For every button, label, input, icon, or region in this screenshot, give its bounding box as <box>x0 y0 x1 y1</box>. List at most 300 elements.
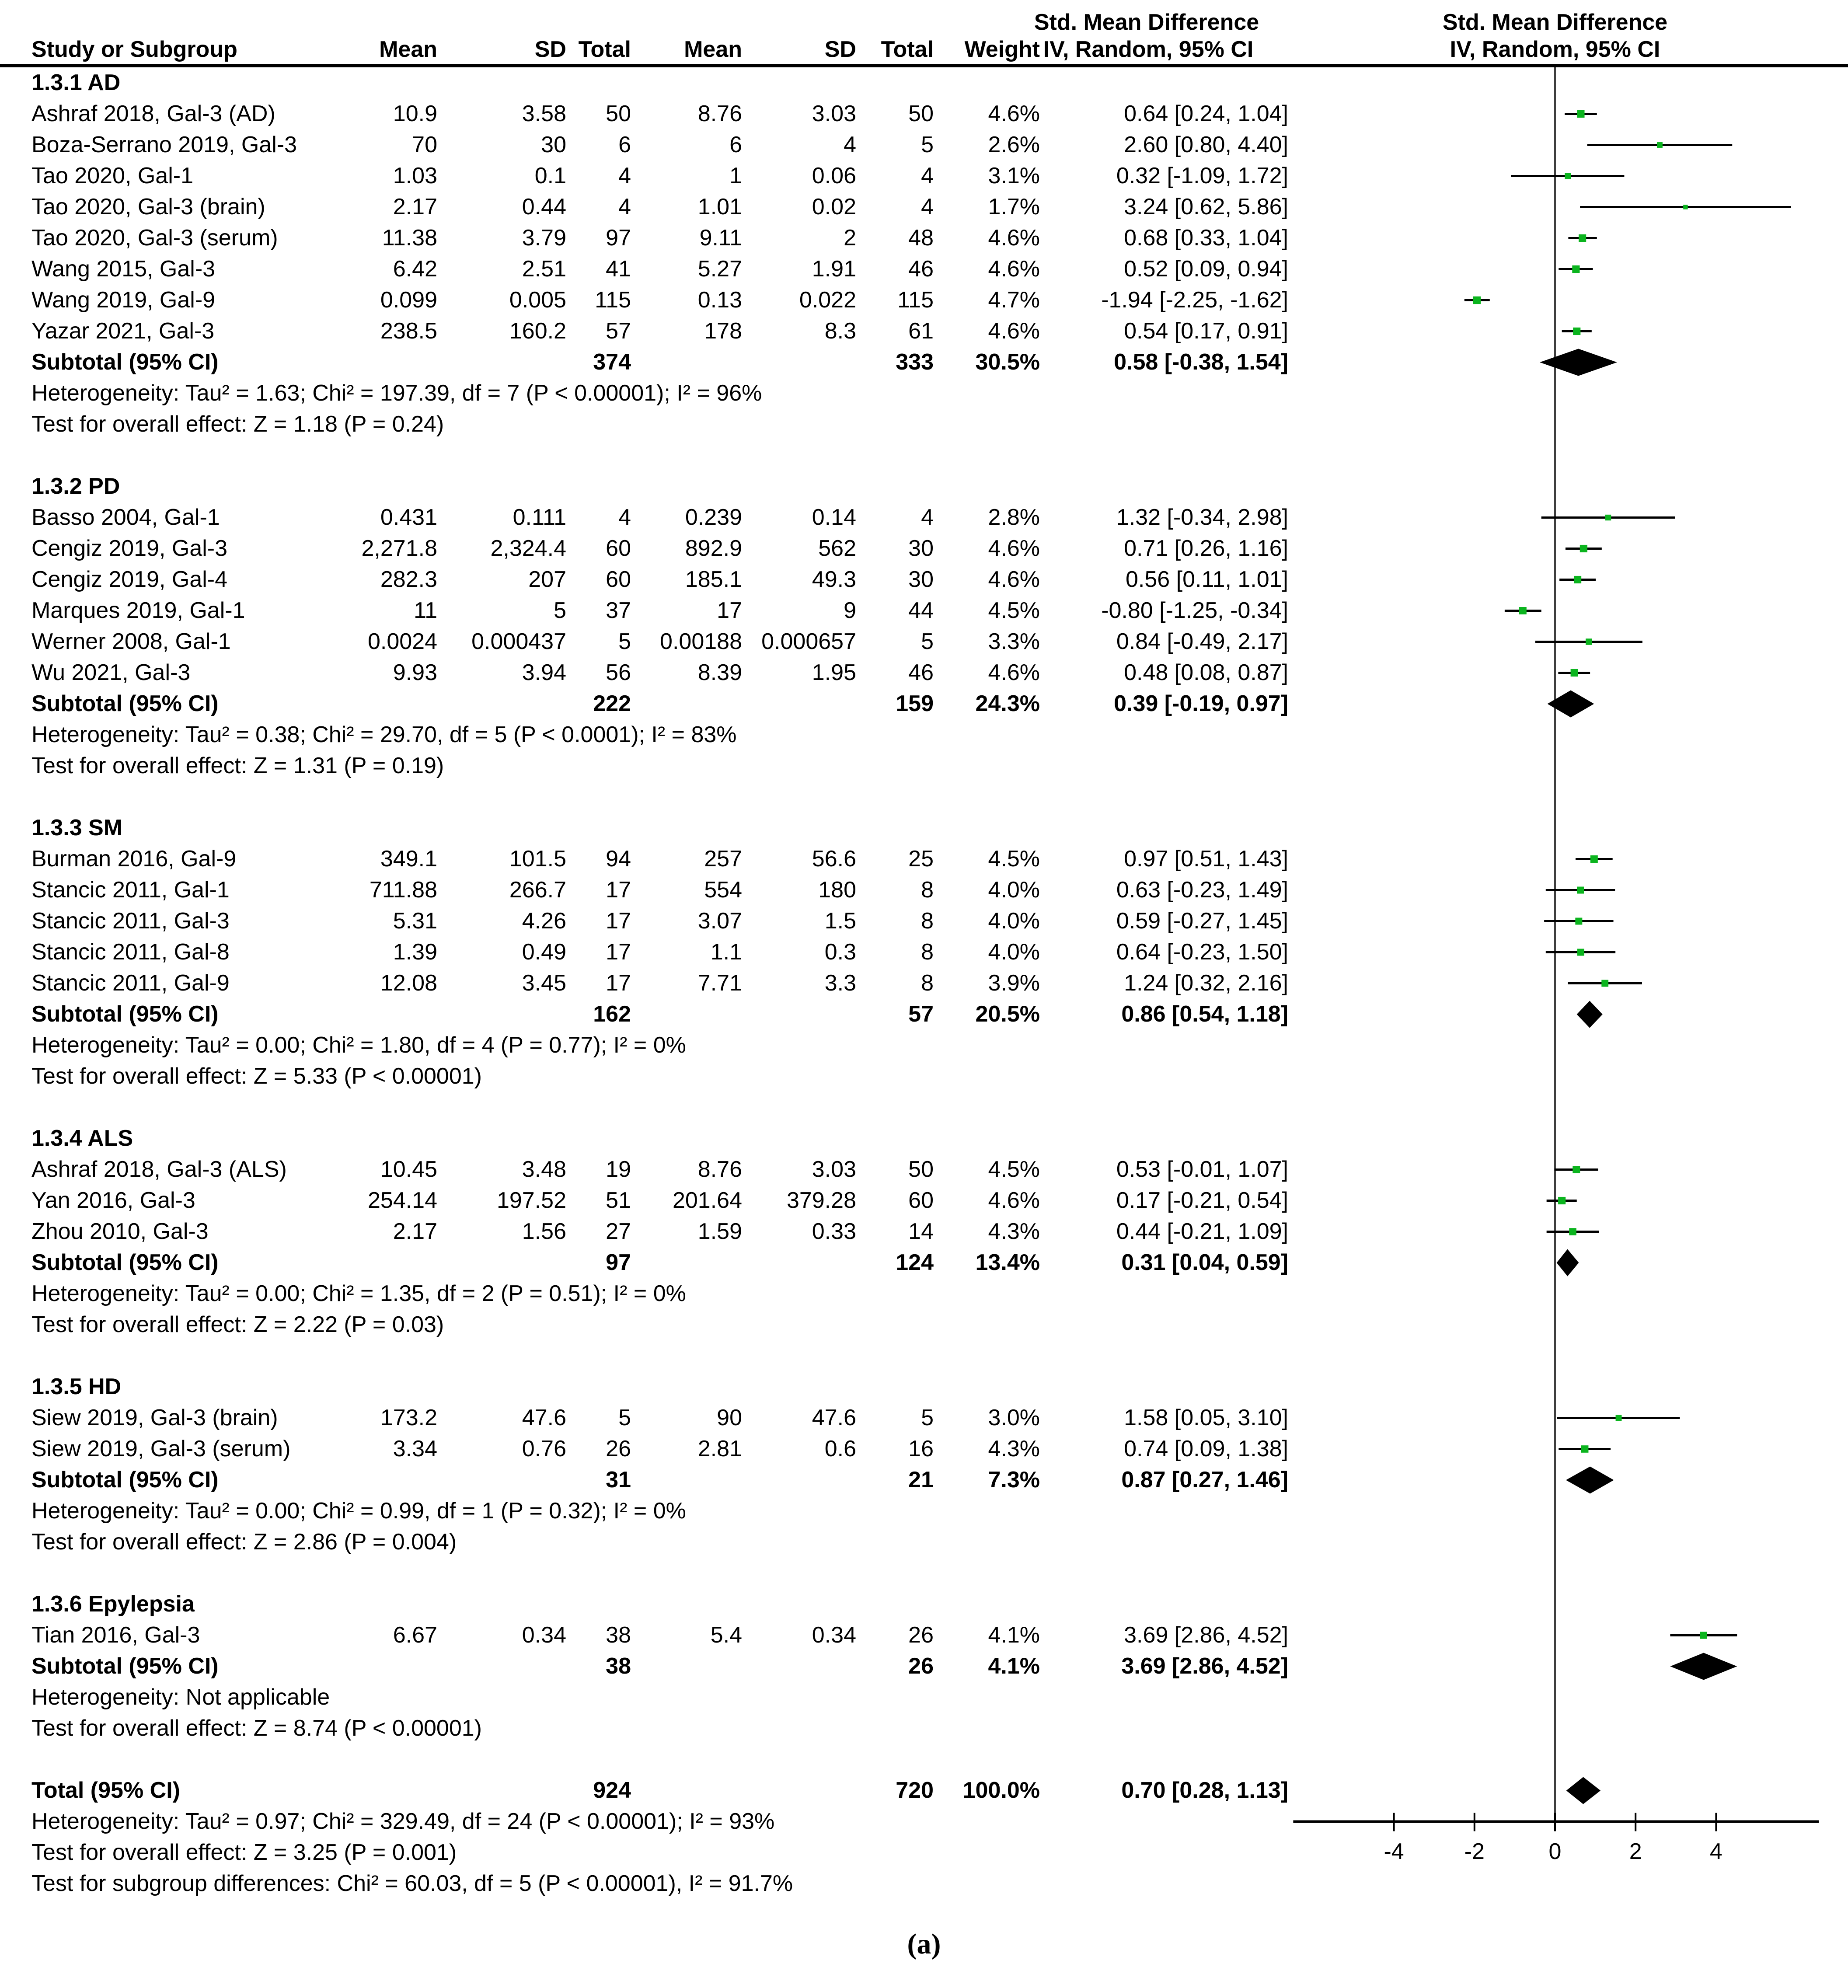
weight-cell: 4.6% <box>988 660 1040 685</box>
mean2-cell: 5.4 <box>710 1622 742 1648</box>
sd1-cell: 207 <box>528 567 566 592</box>
mean1-cell: 5.31 <box>393 908 437 934</box>
total1-cell: 5 <box>618 629 631 654</box>
total2-cell: 333 <box>896 349 934 375</box>
mean2-cell: 8.76 <box>697 1157 742 1182</box>
study-label: Burman 2016, Gal-9 <box>31 846 237 872</box>
total2-cell: 44 <box>908 598 934 623</box>
heterogeneity-text: Heterogeneity: Tau² = 0.00; Chi² = 1.80, df = 4 (P = 0.77); I² = 0% <box>31 1032 686 1058</box>
total2-cell: 124 <box>896 1250 934 1275</box>
blank-row <box>0 1092 1848 1123</box>
ci-text-cell: 0.64 [-0.23, 1.50] <box>1116 939 1288 965</box>
mean1-cell: 238.5 <box>380 318 437 344</box>
section-row <box>0 471 1848 502</box>
weight-cell: 4.5% <box>988 598 1040 623</box>
section-label: 1.3.2 PD <box>31 474 120 499</box>
weight-cell: 2.6% <box>988 132 1040 157</box>
total1-cell: 374 <box>593 349 631 375</box>
study-row <box>0 968 1848 999</box>
study-row <box>0 1154 1848 1185</box>
total1-cell: 31 <box>606 1467 631 1493</box>
total1-cell: 57 <box>606 318 631 344</box>
sd1-cell: 197.52 <box>496 1188 566 1213</box>
total2-cell: 50 <box>908 101 934 126</box>
sd2-cell: 8.3 <box>824 318 856 344</box>
total-label: Total (95% CI) <box>31 1778 180 1803</box>
study-row <box>0 192 1848 223</box>
total1-cell: 97 <box>606 225 631 251</box>
total2-cell: 21 <box>908 1467 934 1493</box>
sd2-cell: 1.91 <box>812 256 856 282</box>
header-rule <box>0 64 1848 67</box>
ci-text-cell: 0.71 [0.26, 1.16] <box>1124 536 1288 561</box>
weight-cell: 2.8% <box>988 505 1040 530</box>
ci-text-cell: 0.97 [0.51, 1.43] <box>1124 846 1288 872</box>
sd2-cell: 1.5 <box>824 908 856 934</box>
study-label: Yazar 2021, Gal-3 <box>31 318 215 344</box>
ci-text-cell: 3.69 [2.86, 4.52] <box>1121 1653 1288 1679</box>
overall-effect-text: Test for overall effect: Z = 1.31 (P = 0.19) <box>31 753 444 778</box>
sd1-cell: 0.005 <box>509 287 566 313</box>
sd2-cell: 0.6 <box>824 1436 856 1461</box>
mean2-cell: 0.239 <box>685 505 742 530</box>
overall-effect-text: Test for overall effect: Z = 8.74 (P < 0.00001) <box>31 1716 482 1741</box>
mean1-cell: 70 <box>412 132 437 157</box>
total1-cell: 5 <box>618 1405 631 1430</box>
mean2-cell: 90 <box>717 1405 742 1430</box>
subgroup-test-row <box>0 1868 1848 1899</box>
subtotal-label: Subtotal (95% CI) <box>31 1653 219 1679</box>
weight-cell: 4.6% <box>988 536 1040 561</box>
sd1-cell: 0.34 <box>522 1622 566 1648</box>
mean1-cell: 9.93 <box>393 660 437 685</box>
mean2-cell: 3.07 <box>697 908 742 934</box>
study-label: Siew 2019, Gal-3 (serum) <box>31 1436 291 1461</box>
sd1-cell: 101.5 <box>509 846 566 872</box>
total2-cell: 25 <box>908 846 934 872</box>
mean2-cell: 1.1 <box>710 939 742 965</box>
sd2-cell: 379.28 <box>786 1188 856 1213</box>
blank-row <box>0 1744 1848 1775</box>
col-header-sd1: SD <box>534 37 566 62</box>
mean1-cell: 0.431 <box>380 505 437 530</box>
total2-cell: 30 <box>908 567 934 592</box>
ci-text-cell: 0.70 [0.28, 1.13] <box>1121 1778 1288 1803</box>
subtotal-row <box>0 1247 1848 1278</box>
effect-test-row <box>0 1527 1848 1558</box>
sd1-cell: 3.58 <box>522 101 566 126</box>
study-row <box>0 906 1848 937</box>
heterogeneity-row <box>0 719 1848 750</box>
sd2-cell: 49.3 <box>812 567 856 592</box>
study-row <box>0 533 1848 564</box>
study-row <box>0 1216 1848 1247</box>
heterogeneity-row <box>0 1278 1848 1309</box>
sd1-cell: 47.6 <box>522 1405 566 1430</box>
total1-cell: 17 <box>606 939 631 965</box>
study-label: Basso 2004, Gal-1 <box>31 505 220 530</box>
weight-cell: 100.0% <box>962 1778 1040 1803</box>
total1-cell: 222 <box>593 691 631 716</box>
subtotal-row <box>0 999 1848 1030</box>
sd2-cell: 3.3 <box>824 970 856 996</box>
total2-cell: 46 <box>908 660 934 685</box>
ci-text-cell: -1.94 [-2.25, -1.62] <box>1101 287 1288 313</box>
ci-text-cell: 0.56 [0.11, 1.01] <box>1126 567 1288 592</box>
mean1-cell: 0.0024 <box>367 629 437 654</box>
total2-cell: 26 <box>908 1653 934 1679</box>
figure-caption: (a) <box>907 1928 941 1960</box>
subtotal-row <box>0 1651 1848 1682</box>
mean2-cell: 8.39 <box>697 660 742 685</box>
total1-cell: 6 <box>618 132 631 157</box>
col-header-total1: Total <box>578 37 631 62</box>
ci-text-cell: 0.53 [-0.01, 1.07] <box>1116 1157 1288 1182</box>
study-row <box>0 98 1848 129</box>
section-row <box>0 813 1848 844</box>
weight-cell: 1.7% <box>988 194 1040 220</box>
ci-text-cell: 1.24 [0.32, 2.16] <box>1124 970 1288 996</box>
effect-test-row <box>0 750 1848 781</box>
mean1-cell: 254.14 <box>367 1188 437 1213</box>
ci-text-cell: 0.48 [0.08, 0.87] <box>1124 660 1288 685</box>
total2-cell: 4 <box>921 194 934 220</box>
total2-cell: 46 <box>908 256 934 282</box>
total1-cell: 60 <box>606 536 631 561</box>
total1-cell: 17 <box>606 908 631 934</box>
sd1-cell: 4.26 <box>522 908 566 934</box>
mean1-cell: 11.38 <box>382 225 437 251</box>
weight-cell: 3.1% <box>988 163 1040 188</box>
heterogeneity-row <box>0 1496 1848 1527</box>
sd2-cell: 9 <box>844 598 856 623</box>
study-label: Ashraf 2018, Gal-3 (ALS) <box>31 1157 287 1182</box>
subtotal-label: Subtotal (95% CI) <box>31 1467 219 1493</box>
total1-cell: 38 <box>606 1653 631 1679</box>
study-label: Stancic 2011, Gal-9 <box>31 970 230 996</box>
sd2-cell: 0.33 <box>812 1219 856 1244</box>
sd1-cell: 30 <box>541 132 566 157</box>
sd2-cell: 0.022 <box>799 287 856 313</box>
sd1-cell: 1.56 <box>522 1219 566 1244</box>
sd2-cell: 47.6 <box>812 1405 856 1430</box>
sd1-cell: 2,324.4 <box>490 536 566 561</box>
mean1-cell: 282.3 <box>380 567 437 592</box>
ci-text-cell: 0.87 [0.27, 1.46] <box>1121 1467 1288 1493</box>
mean1-cell: 3.34 <box>393 1436 437 1461</box>
mean1-cell: 2.17 <box>393 1219 437 1244</box>
sd2-cell: 0.06 <box>812 163 856 188</box>
heterogeneity-text: Heterogeneity: Not applicable <box>31 1685 330 1710</box>
weight-cell: 4.6% <box>988 225 1040 251</box>
mean1-cell: 1.39 <box>393 939 437 965</box>
study-row <box>0 626 1848 657</box>
ci-text-cell: 0.64 [0.24, 1.04] <box>1124 101 1288 126</box>
total2-cell: 4 <box>921 163 934 188</box>
sd1-cell: 3.94 <box>522 660 566 685</box>
effect-test-row <box>0 1061 1848 1092</box>
col-header-sd2: SD <box>824 37 856 62</box>
mean2-cell: 257 <box>704 846 742 872</box>
sd2-cell: 0.02 <box>812 194 856 220</box>
total1-cell: 51 <box>606 1188 631 1213</box>
ci-text-cell: 0.84 [-0.49, 2.17] <box>1116 629 1288 654</box>
sd1-cell: 5 <box>554 598 566 623</box>
col-header-mean1: Mean <box>379 37 437 62</box>
subtotal-label: Subtotal (95% CI) <box>31 349 219 375</box>
mean2-cell: 5.27 <box>697 256 742 282</box>
study-row <box>0 1402 1848 1433</box>
mean2-cell: 185.1 <box>685 567 742 592</box>
mean2-cell: 1.01 <box>697 194 742 220</box>
sd1-cell: 0.1 <box>534 163 566 188</box>
study-row <box>0 223 1848 254</box>
heterogeneity-text: Heterogeneity: Tau² = 0.00; Chi² = 0.99, df = 1 (P = 0.32); I² = 0% <box>31 1498 686 1524</box>
sd1-cell: 2.51 <box>522 256 566 282</box>
sd2-cell: 562 <box>818 536 856 561</box>
mean2-cell: 201.64 <box>672 1188 742 1213</box>
weight-cell: 4.1% <box>988 1653 1040 1679</box>
heterogeneity-text: Heterogeneity: Tau² = 0.00; Chi² = 1.35, df = 2 (P = 0.51); I² = 0% <box>31 1281 686 1306</box>
section-label: 1.3.3 SM <box>31 815 123 841</box>
heterogeneity-text: Heterogeneity: Tau² = 0.38; Chi² = 29.70, df = 5 (P < 0.0001); I² = 83% <box>31 722 737 747</box>
total2-cell: 4 <box>921 505 934 530</box>
mean1-cell: 711.88 <box>369 877 437 903</box>
effect-test-row <box>0 1837 1848 1868</box>
section-row <box>0 1123 1848 1154</box>
total2-cell: 5 <box>921 132 934 157</box>
ci-text-cell: 0.54 [0.17, 0.91] <box>1124 318 1288 344</box>
mean2-cell: 0.13 <box>697 287 742 313</box>
weight-cell: 4.6% <box>988 101 1040 126</box>
study-row <box>0 595 1848 626</box>
weight-cell: 13.4% <box>975 1250 1040 1275</box>
study-label: Werner 2008, Gal-1 <box>31 629 231 654</box>
effect-test-row <box>0 1309 1848 1340</box>
subtotal-row <box>0 688 1848 719</box>
mean2-cell: 7.71 <box>697 970 742 996</box>
total2-cell: 16 <box>908 1436 934 1461</box>
mean2-cell: 1.59 <box>697 1219 742 1244</box>
weight-cell: 4.5% <box>988 846 1040 872</box>
weight-cell: 4.0% <box>988 877 1040 903</box>
total2-cell: 60 <box>908 1188 934 1213</box>
weight-cell: 4.6% <box>988 1188 1040 1213</box>
study-label: Tian 2016, Gal-3 <box>31 1622 200 1648</box>
study-row <box>0 316 1848 347</box>
sd1-cell: 3.79 <box>522 225 566 251</box>
overall-effect-text: Test for overall effect: Z = 1.18 (P = 0.24) <box>31 412 444 437</box>
weight-cell: 3.0% <box>988 1405 1040 1430</box>
col-header-study: Study or Subgroup <box>31 37 237 62</box>
total2-cell: 8 <box>921 939 934 965</box>
sd1-cell: 3.45 <box>522 970 566 996</box>
ci-text-cell: 0.68 [0.33, 1.04] <box>1124 225 1288 251</box>
col-header-smd-plot: Std. Mean Difference <box>1442 10 1668 35</box>
ci-text-cell: 0.31 [0.04, 0.59] <box>1121 1250 1288 1275</box>
sd2-cell: 3.03 <box>812 1157 856 1182</box>
sd2-cell: 1.95 <box>812 660 856 685</box>
weight-cell: 3.3% <box>988 629 1040 654</box>
section-label: 1.3.4 ALS <box>31 1126 133 1151</box>
sd2-cell: 0.34 <box>812 1622 856 1648</box>
sd1-cell: 0.49 <box>522 939 566 965</box>
mean2-cell: 892.9 <box>685 536 742 561</box>
total2-cell: 5 <box>921 1405 934 1430</box>
total1-cell: 19 <box>606 1157 631 1182</box>
subtotal-label: Subtotal (95% CI) <box>31 1001 219 1027</box>
ci-text-cell: 0.74 [0.09, 1.38] <box>1124 1436 1288 1461</box>
section-label: 1.3.1 AD <box>31 70 121 95</box>
study-label: Stancic 2011, Gal-8 <box>31 939 230 965</box>
total1-cell: 924 <box>593 1778 631 1803</box>
study-label: Zhou 2010, Gal-3 <box>31 1219 209 1244</box>
total2-cell: 8 <box>921 877 934 903</box>
mean2-cell: 6 <box>729 132 742 157</box>
col-header-total2: Total <box>881 37 934 62</box>
mean1-cell: 173.2 <box>380 1405 437 1430</box>
total1-cell: 4 <box>618 505 631 530</box>
total1-cell: 17 <box>606 970 631 996</box>
sd1-cell: 0.44 <box>522 194 566 220</box>
col-header-ci-plot: IV, Random, 95% CI <box>1450 37 1660 62</box>
mean1-cell: 10.9 <box>393 101 437 126</box>
mean2-cell: 1 <box>729 163 742 188</box>
mean2-cell: 178 <box>704 318 742 344</box>
ci-text-cell: -0.80 [-1.25, -0.34] <box>1101 598 1288 623</box>
axis-tick-label: 2 <box>1629 1838 1642 1864</box>
sd1-cell: 0.000437 <box>471 629 566 654</box>
study-row <box>0 502 1848 533</box>
subtotal-label: Subtotal (95% CI) <box>31 691 219 716</box>
study-row <box>0 564 1848 595</box>
total2-cell: 50 <box>908 1157 934 1182</box>
study-row <box>0 1433 1848 1465</box>
sd2-cell: 0.3 <box>824 939 856 965</box>
mean2-cell: 9.11 <box>699 225 742 251</box>
total1-cell: 26 <box>606 1436 631 1461</box>
total1-cell: 60 <box>606 567 631 592</box>
axis-tick-label: 4 <box>1709 1838 1722 1864</box>
ci-text-cell: 3.24 [0.62, 5.86] <box>1124 194 1288 220</box>
mean1-cell: 6.67 <box>393 1622 437 1648</box>
total1-cell: 4 <box>618 163 631 188</box>
section-row <box>0 1371 1848 1402</box>
blank-row <box>0 1340 1848 1371</box>
total2-cell: 115 <box>897 287 934 313</box>
ci-text-cell: 0.32 [-1.09, 1.72] <box>1116 163 1288 188</box>
sd2-cell: 2 <box>844 225 856 251</box>
study-row <box>0 1620 1848 1651</box>
heterogeneity-row <box>0 1806 1848 1837</box>
weight-cell: 4.0% <box>988 908 1040 934</box>
mean1-cell: 1.03 <box>393 163 437 188</box>
weight-cell: 30.5% <box>975 349 1040 375</box>
study-label: Cengiz 2019, Gal-4 <box>31 567 228 592</box>
total1-cell: 94 <box>606 846 631 872</box>
col-header-mean2: Mean <box>684 37 742 62</box>
mean1-cell: 10.45 <box>380 1157 437 1182</box>
study-row <box>0 285 1848 316</box>
study-row <box>0 657 1848 688</box>
ci-text-cell: 0.63 [-0.23, 1.49] <box>1116 877 1288 903</box>
total-row <box>0 1775 1848 1806</box>
weight-cell: 24.3% <box>975 691 1040 716</box>
ci-text-cell: 0.39 [-0.19, 0.97] <box>1114 691 1288 716</box>
overall-effect-text: Test for overall effect: Z = 5.33 (P < 0.00001) <box>31 1064 482 1089</box>
total1-cell: 162 <box>593 1001 631 1027</box>
study-label: Tao 2020, Gal-3 (serum) <box>31 225 278 251</box>
weight-cell: 7.3% <box>988 1467 1040 1493</box>
study-row <box>0 1185 1848 1216</box>
study-row <box>0 129 1848 160</box>
total2-cell: 8 <box>921 970 934 996</box>
col-header-weight: Weight <box>964 37 1040 62</box>
ci-text-cell: 0.86 [0.54, 1.18] <box>1121 1001 1288 1027</box>
weight-cell: 4.1% <box>988 1622 1040 1648</box>
effect-test-row <box>0 1713 1848 1744</box>
ci-text-cell: 0.58 [-0.38, 1.54] <box>1114 349 1288 375</box>
study-label: Tao 2020, Gal-3 (brain) <box>31 194 265 220</box>
total1-cell: 27 <box>606 1219 631 1244</box>
mean2-cell: 2.81 <box>697 1436 742 1461</box>
total1-cell: 56 <box>606 660 631 685</box>
ci-text-cell: 0.52 [0.09, 0.94] <box>1124 256 1288 282</box>
ci-text-cell: 1.58 [0.05, 3.10] <box>1124 1405 1288 1430</box>
mean1-cell: 2,271.8 <box>361 536 437 561</box>
section-row <box>0 67 1848 98</box>
weight-cell: 20.5% <box>975 1001 1040 1027</box>
total2-cell: 30 <box>908 536 934 561</box>
section-label: 1.3.6 Epylepsia <box>31 1591 195 1617</box>
heterogeneity-row <box>0 1030 1848 1061</box>
blank-row <box>0 781 1848 813</box>
effect-test-row <box>0 409 1848 440</box>
sd1-cell: 266.7 <box>509 877 566 903</box>
study-row <box>0 254 1848 285</box>
subtotal-row <box>0 347 1848 378</box>
overall-effect-text: Test for overall effect: Z = 2.86 (P = 0.004) <box>31 1529 457 1555</box>
total2-cell: 159 <box>896 691 934 716</box>
overall-effect-text: Test for overall effect: Z = 3.25 (P = 0.001) <box>31 1840 457 1865</box>
study-row <box>0 875 1848 906</box>
sd2-cell: 3.03 <box>812 101 856 126</box>
total2-cell: 8 <box>921 908 934 934</box>
section-row <box>0 1589 1848 1620</box>
total1-cell: 97 <box>606 1250 631 1275</box>
total1-cell: 37 <box>606 598 631 623</box>
weight-cell: 4.3% <box>988 1436 1040 1461</box>
subgroup-test-text: Test for subgroup differences: Chi² = 60.03, df = 5 (P < 0.00001), I² = 91.7% <box>31 1871 793 1896</box>
sd2-cell: 0.000657 <box>761 629 856 654</box>
sd2-cell: 4 <box>844 132 856 157</box>
mean1-cell: 6.42 <box>393 256 437 282</box>
total2-cell: 14 <box>908 1219 934 1244</box>
sd1-cell: 0.76 <box>522 1436 566 1461</box>
mean2-cell: 554 <box>704 877 742 903</box>
section-label: 1.3.5 HD <box>31 1374 122 1399</box>
mean1-cell: 11 <box>414 598 437 623</box>
col-header-ci-text: IV, Random, 95% CI <box>1043 37 1254 62</box>
mean2-cell: 8.76 <box>697 101 742 126</box>
axis-tick-label: -2 <box>1464 1838 1485 1864</box>
study-label: Stancic 2011, Gal-3 <box>31 908 230 934</box>
study-row <box>0 844 1848 875</box>
study-label: Stancic 2011, Gal-1 <box>31 877 230 903</box>
total2-cell: 61 <box>908 318 934 344</box>
study-label: Siew 2019, Gal-3 (brain) <box>31 1405 278 1430</box>
weight-cell: 4.6% <box>988 256 1040 282</box>
